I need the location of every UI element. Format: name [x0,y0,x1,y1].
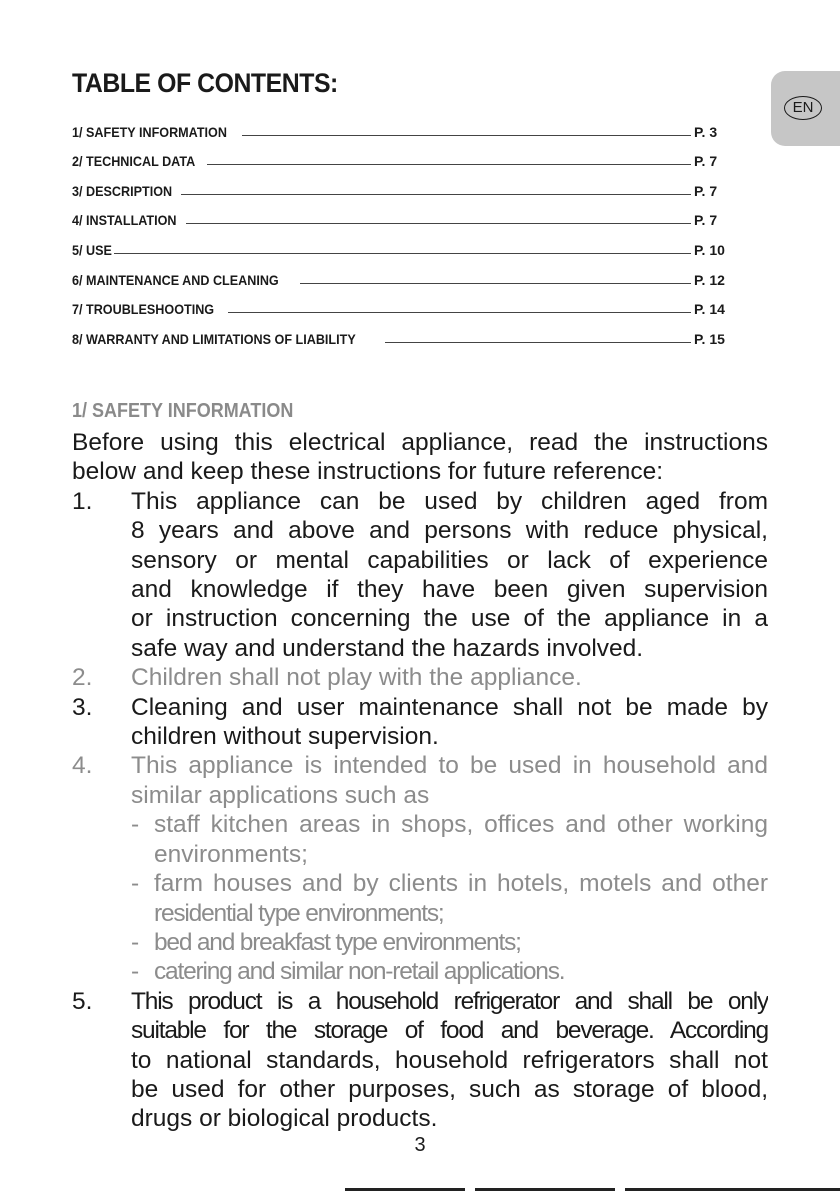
dash-bullet: - [131,928,140,956]
toc-entry-label: 6/ MAINTENANCE AND CLEANING [72,271,279,288]
sub-item-line: environments; [154,840,308,868]
toc-leader-line [228,312,691,313]
toc-title: TABLE OF CONTENTS: [72,68,338,98]
sub-item-line: residential type environments; [154,899,444,927]
toc-entry-page: P. 7 [694,182,718,199]
toc-entry-label: 4/ INSTALLATION [72,212,177,229]
item-line: This appliance can be used by children aged from [131,487,768,515]
item-number: 2. [72,664,93,692]
sub-item-line: farm houses and by clients in hotels, motels and other [154,870,768,898]
toc-entry-page: P. 10 [694,241,725,258]
section-heading: 1/ SAFETY INFORMATION [72,400,294,422]
toc-leader-line [186,223,691,224]
section-body [72,428,768,1134]
toc-entry-label: 7/ TROUBLESHOOTING [72,301,215,318]
toc-entry[interactable] [72,140,734,170]
toc-entry-page: P. 14 [694,301,725,318]
intro-paragraph [72,428,768,487]
crop-mark [345,1188,465,1191]
item-line: and knowledge if they have been given supervision [131,576,768,604]
safety-item-5 [72,987,768,1134]
toc-entry-page: P. 12 [694,271,725,288]
toc-entry-label: 1/ SAFETY INFORMATION [72,123,227,140]
sub-item-line: staff kitchen areas in shops, offices and other working [154,811,768,839]
toc-leader-line [385,342,691,343]
toc-entry-label: 3/ DESCRIPTION [72,182,173,199]
sub-item [131,869,768,928]
item-line: suitable for the storage of food and beverage. According [131,1017,768,1045]
item-line: 8 years and above and persons with reduce physical, [131,517,768,545]
item-line: safe way and understand the hazards involved. [131,634,644,662]
sub-item [131,928,768,957]
toc-leader-line [114,253,691,254]
toc-entry-page: P. 3 [694,123,718,140]
toc-entry[interactable] [72,288,734,318]
dash-bullet: - [131,958,140,986]
toc-entry[interactable] [72,110,734,140]
crop-mark [475,1188,615,1191]
toc-entry[interactable] [72,199,734,229]
item-line: Children shall not play with the appliance. [131,664,582,692]
safety-item-2 [72,663,768,692]
toc-entry-label: 8/ WARRANTY AND LIMITATIONS OF LIABILITY [72,330,356,347]
item-line: children without supervision. [131,723,439,751]
item-line: This product is a household refrigerator and shall be only [131,987,768,1015]
toc-leader-line [207,164,691,165]
crop-mark [625,1188,840,1191]
toc-entry[interactable] [72,228,734,258]
toc-entry-page: P. 15 [694,330,725,347]
item-line: drugs or biological products. [131,1105,438,1133]
language-badge-icon: EN [784,96,822,120]
item-number: 5. [72,987,93,1015]
safety-item-1 [72,487,768,663]
toc-leader-line [242,135,691,136]
table-of-contents [72,110,734,347]
toc-entry[interactable] [72,258,734,288]
safety-item-3 [72,693,768,752]
item-number: 3. [72,693,93,721]
item-number: 4. [72,752,93,780]
sub-item [131,810,768,869]
item-number: 1. [72,487,93,515]
toc-leader-line [300,283,691,284]
intro-line: Before using this electrical appliance, read the instructions [72,429,768,456]
sub-item-line: catering and similar non-retail applications. [154,958,565,986]
toc-leader-line [181,194,691,195]
item-line: to national standards, household refrigerators shall not [131,1046,768,1074]
toc-entry-page: P. 7 [694,212,718,229]
dash-bullet: - [131,811,140,839]
item-line: Cleaning and user maintenance shall not be made by [131,693,768,721]
toc-entry-page: P. 7 [694,153,718,170]
crop-marks [0,1188,840,1192]
dash-bullet: - [131,870,140,898]
item-line: sensory or mental capabilities or lack of experience [131,546,768,574]
language-tab [771,71,840,146]
item-line: be used for other purposes, such as storage of blood, [131,1075,768,1103]
intro-line: below and keep these instructions for future reference: [72,458,664,486]
sub-item-line: bed and breakfast type environments; [154,928,521,956]
page-number: 3 [414,1134,426,1156]
toc-entry-label: 2/ TECHNICAL DATA [72,153,196,170]
item-line: This appliance is intended to be used in household and [131,752,768,780]
sub-item [131,957,768,986]
toc-entry[interactable] [72,169,734,199]
item-line: or instruction concerning the use of the appliance in a [131,605,768,633]
item-line: similar applications such as [131,781,430,809]
toc-entry[interactable] [72,317,734,347]
safety-item-4 [72,751,768,986]
toc-entry-label: 5/ USE [72,241,112,258]
